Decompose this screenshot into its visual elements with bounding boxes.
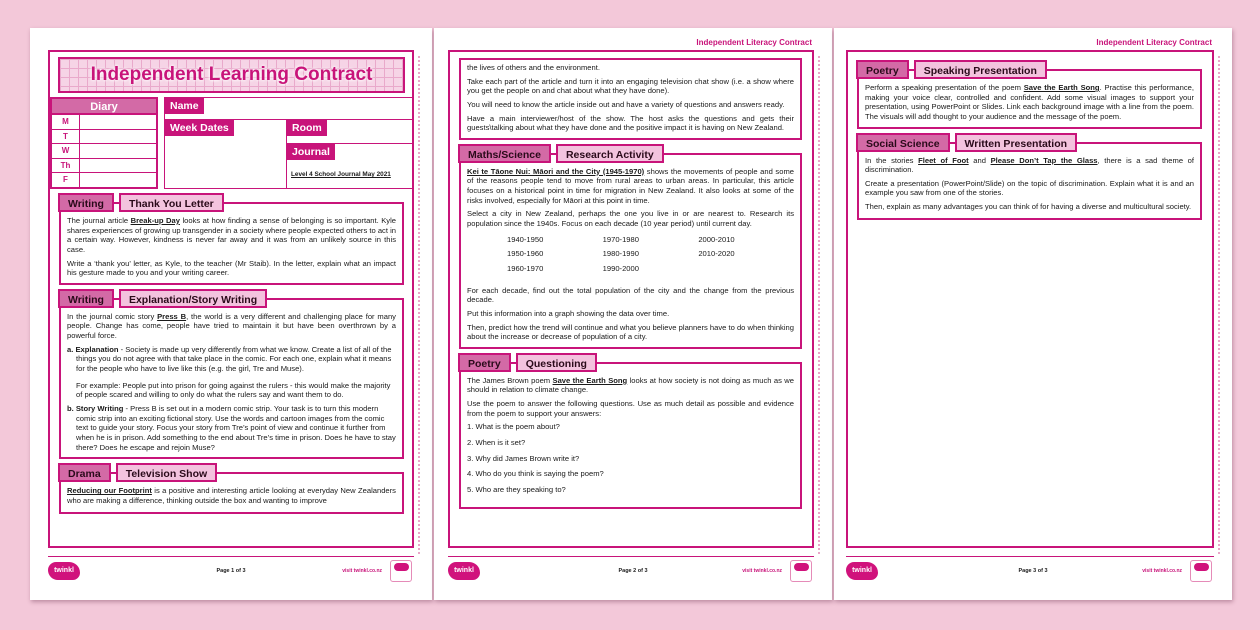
text: , the world is a very different and challenging place for many people. Change has come, people have tried to maintain it but have been overthrown by a powerful force. — [67, 311, 396, 341]
drama-section — [58, 463, 404, 514]
twinkl-logo[interactable]: twinkl — [448, 562, 480, 580]
decade-list — [467, 233, 794, 276]
item-label: b. Story Writing — [67, 403, 124, 413]
task-tab: Written Presentation — [955, 133, 1078, 152]
task-tab: Television Show — [116, 463, 218, 482]
article-title: Break-up Day — [130, 216, 180, 225]
text: In the journal comic story — [67, 311, 158, 321]
text: The journal article — [67, 216, 131, 225]
text: In the stories — [865, 155, 919, 165]
task-tab: Questioning — [516, 353, 597, 372]
question: 4. Who do you think is saying the poem? — [467, 469, 604, 479]
day-label: F — [52, 173, 80, 188]
article-title: Kei te Tāone Nui: Māori and the City (1945-1970) — [467, 166, 645, 176]
diary-table — [50, 97, 158, 189]
poem-title: Save the Earth Song — [1023, 83, 1100, 92]
text: , there is a sad theme of discrimination. — [865, 155, 1195, 175]
task-tab: Speaking Presentation — [914, 60, 1047, 79]
decade: 1980-1990 — [602, 249, 639, 259]
text: looks at how society is not doing as much as we should in relation to climate change. — [467, 375, 794, 395]
question: 3. Why did James Brown write it? — [467, 453, 580, 463]
text: Have a main interviewer/host of the show. The host asks the questions and gets their guests\talking about what they have done and the positive impact it is having on New Zealand. — [467, 113, 794, 133]
question: 5. Who are they speaking to? — [467, 484, 566, 494]
text: Create a presentation (PowerPoint/Slide) on the topic of discrimination. Explain what it is and an example you saw from one of the stories. — [865, 178, 1194, 198]
question: 2. When is it set? — [467, 438, 526, 448]
text: Take each part of the article and turn it into an engaging television chat show (i.e. a show where you get the people on and chat about what they have done). — [467, 76, 794, 96]
name-label: Name — [165, 98, 204, 114]
decade: 1940-1950 — [507, 234, 544, 244]
example: For example: People put into prison for going against the rulers - this would make the majority of people scared and willing to only do what the rulers say and want them to do. — [76, 380, 391, 400]
badge-icon — [1190, 560, 1212, 582]
subject-tab: Maths/Science — [458, 144, 551, 163]
day-label: Th — [52, 159, 80, 173]
room-label: Room — [287, 120, 327, 136]
subject-tab: Writing — [58, 289, 114, 308]
text: . Practise this performance, making your voice clear, controlled and confident. Add some visual images to support your presentation, using PowerPoint or Slides. Link each background image with a line from the poem. The visuals will add thought to your audience and the message of the poem. — [865, 83, 1194, 121]
subject-tab: Drama — [58, 463, 111, 482]
running-header: Independent Literacy Contract — [696, 38, 812, 47]
diary-row[interactable] — [52, 130, 156, 145]
text: Perform a speaking presentation of the poem — [865, 83, 1024, 92]
social-science-section — [856, 133, 1202, 220]
subject-tab: Writing — [58, 193, 114, 212]
subject-tab: Poetry — [856, 60, 909, 79]
twinkl-logo[interactable]: twinkl — [48, 562, 80, 580]
text: The James Brown poem — [467, 375, 553, 385]
text: Select a city in New Zealand, perhaps the one you live in or are nearest to. Research its population since the 1940s. Focus on each decade (10 year period) until current day. — [467, 209, 794, 229]
instruction: Write a ‘thank you’ letter, as Kyle, to the teacher (Mr Staib). In the letter, explain what an impact his gesture made to you and your writing career. — [67, 258, 396, 278]
text: looks at how finding a sense of belonging is so important. Kyle shares experiences of growing up transgender in a society where people expected others to act in a certain way. However, kindness is never far away and it was from an unlikely source in this case. — [67, 216, 396, 254]
text: shows the movements of people and some of the reasons people tend to move from rural areas to urban areas. In particular, this article focuses on a historical point in time for migration in New Zealand. It also looks at some of the risks involved, especially for Māori at this point in time. — [467, 166, 794, 205]
document-title: Independent Learning Contract — [58, 57, 405, 93]
website-link[interactable]: visit twinkl.co.nz — [1142, 568, 1182, 574]
badge-icon — [790, 560, 812, 582]
decade: 1950-1960 — [507, 249, 544, 259]
footer-line — [846, 556, 1214, 557]
page-number: Page 2 of 3 — [618, 568, 648, 574]
maths-science-section — [458, 144, 802, 349]
decade: 2000-2010 — [698, 234, 735, 244]
diary-row[interactable] — [52, 159, 156, 174]
story-title: Please Don’t Tap the Glass — [990, 155, 1098, 165]
decade: 1960-1970 — [507, 263, 544, 273]
text: - Society is made up very differently from what we know. Create a list of all of the things you do not agree with that take place in the comic. For each one, explain what it means for the people who have to live like this (e.g. the girl, Tre and Muse). — [76, 344, 392, 374]
text: - Press B is set out in a modern comic strip. Your task is to turn this modern comic strip into an exciting fictional story. Use the words and cartoon images from the comic text to guide your story. Focus your story from Tre’s point of view and continue it further from when he is in prison. Add something to the end about Tre’s time in prison. Does he have to stay there? Does he escape and rejoin Muse? — [76, 403, 396, 452]
badge-icon — [390, 560, 412, 582]
story-title: Fleet of Foot — [918, 155, 969, 165]
task-tab: Explanation/Story Writing — [119, 289, 267, 308]
task-tab: Thank You Letter — [119, 193, 224, 212]
text: Then, explain as many advantages you can think of for having a diverse and multicultural society. — [865, 202, 1192, 212]
footer-line — [448, 556, 814, 557]
page-number: Page 3 of 3 — [1018, 568, 1048, 574]
decade: 2010-2020 — [698, 249, 735, 259]
diary-row[interactable] — [52, 115, 156, 130]
text: For each decade, find out the total population of the city and the change from the previous decade. — [467, 285, 794, 305]
poetry-questioning-section — [458, 353, 802, 509]
page-number: Page 1 of 3 — [216, 568, 246, 574]
text: Put this information into a graph showing the data over time. — [467, 308, 670, 318]
item-label: a. Explanation — [67, 344, 119, 354]
decade: 1970-1980 — [602, 234, 639, 244]
running-header: Independent Literacy Contract — [1096, 38, 1212, 47]
page-1-content — [58, 193, 404, 518]
website-link[interactable]: visit twinkl.co.nz — [742, 568, 782, 574]
journal-label: Journal — [287, 144, 335, 160]
text: is a positive and interesting article looking at everyday New Zealanders who are making a difference, thinking outside the box and wanting to improve — [67, 486, 396, 505]
twinkl-logo[interactable]: twinkl — [846, 562, 878, 580]
decade: 1990-2000 — [602, 263, 639, 273]
writing-thank-you-section — [58, 193, 404, 285]
text: and — [968, 155, 991, 165]
writing-story-section — [58, 289, 404, 459]
page-3-content — [856, 60, 1202, 224]
text: the lives of others and the environment. — [467, 63, 600, 72]
day-label: M — [52, 115, 80, 129]
question: 1. What is the poem about? — [467, 422, 560, 432]
page-2-content — [458, 58, 802, 513]
task-tab: Research Activity — [556, 144, 664, 163]
poetry-speaking-section — [856, 60, 1202, 129]
diary-header: Diary — [52, 99, 156, 115]
poem-title: Save the Earth Song — [552, 375, 628, 385]
diary-row[interactable] — [52, 144, 156, 159]
week-dates-label: Week Dates — [165, 120, 234, 136]
page-3 — [834, 28, 1232, 600]
text: Use the poem to answer the following questions. Use as much detail as possible and evidence from the poem to support your answers: — [467, 399, 794, 418]
day-label: T — [52, 130, 80, 144]
story-title: Press B — [157, 311, 187, 321]
subject-tab: Poetry — [458, 353, 511, 372]
footer-line — [48, 556, 414, 557]
text: Then, predict how the trend will continue and what you believe planners have to do when thinking about the increase or decrease of population of a city. — [467, 322, 794, 342]
text: You will need to know the article inside out and have a variety of questions and answers ready. — [467, 99, 785, 109]
page-1 — [30, 28, 432, 600]
day-label: W — [52, 144, 80, 158]
website-link[interactable]: visit twinkl.co.nz — [342, 568, 382, 574]
student-info-box — [164, 97, 414, 189]
drama-continued-section — [458, 58, 802, 140]
diary-row[interactable] — [52, 173, 156, 188]
article-title: Reducing our Footprint — [67, 486, 152, 496]
subject-tab: Social Science — [856, 133, 950, 152]
journal-value: Level 4 School Journal May 2021 — [291, 171, 391, 178]
page-2 — [434, 28, 832, 600]
